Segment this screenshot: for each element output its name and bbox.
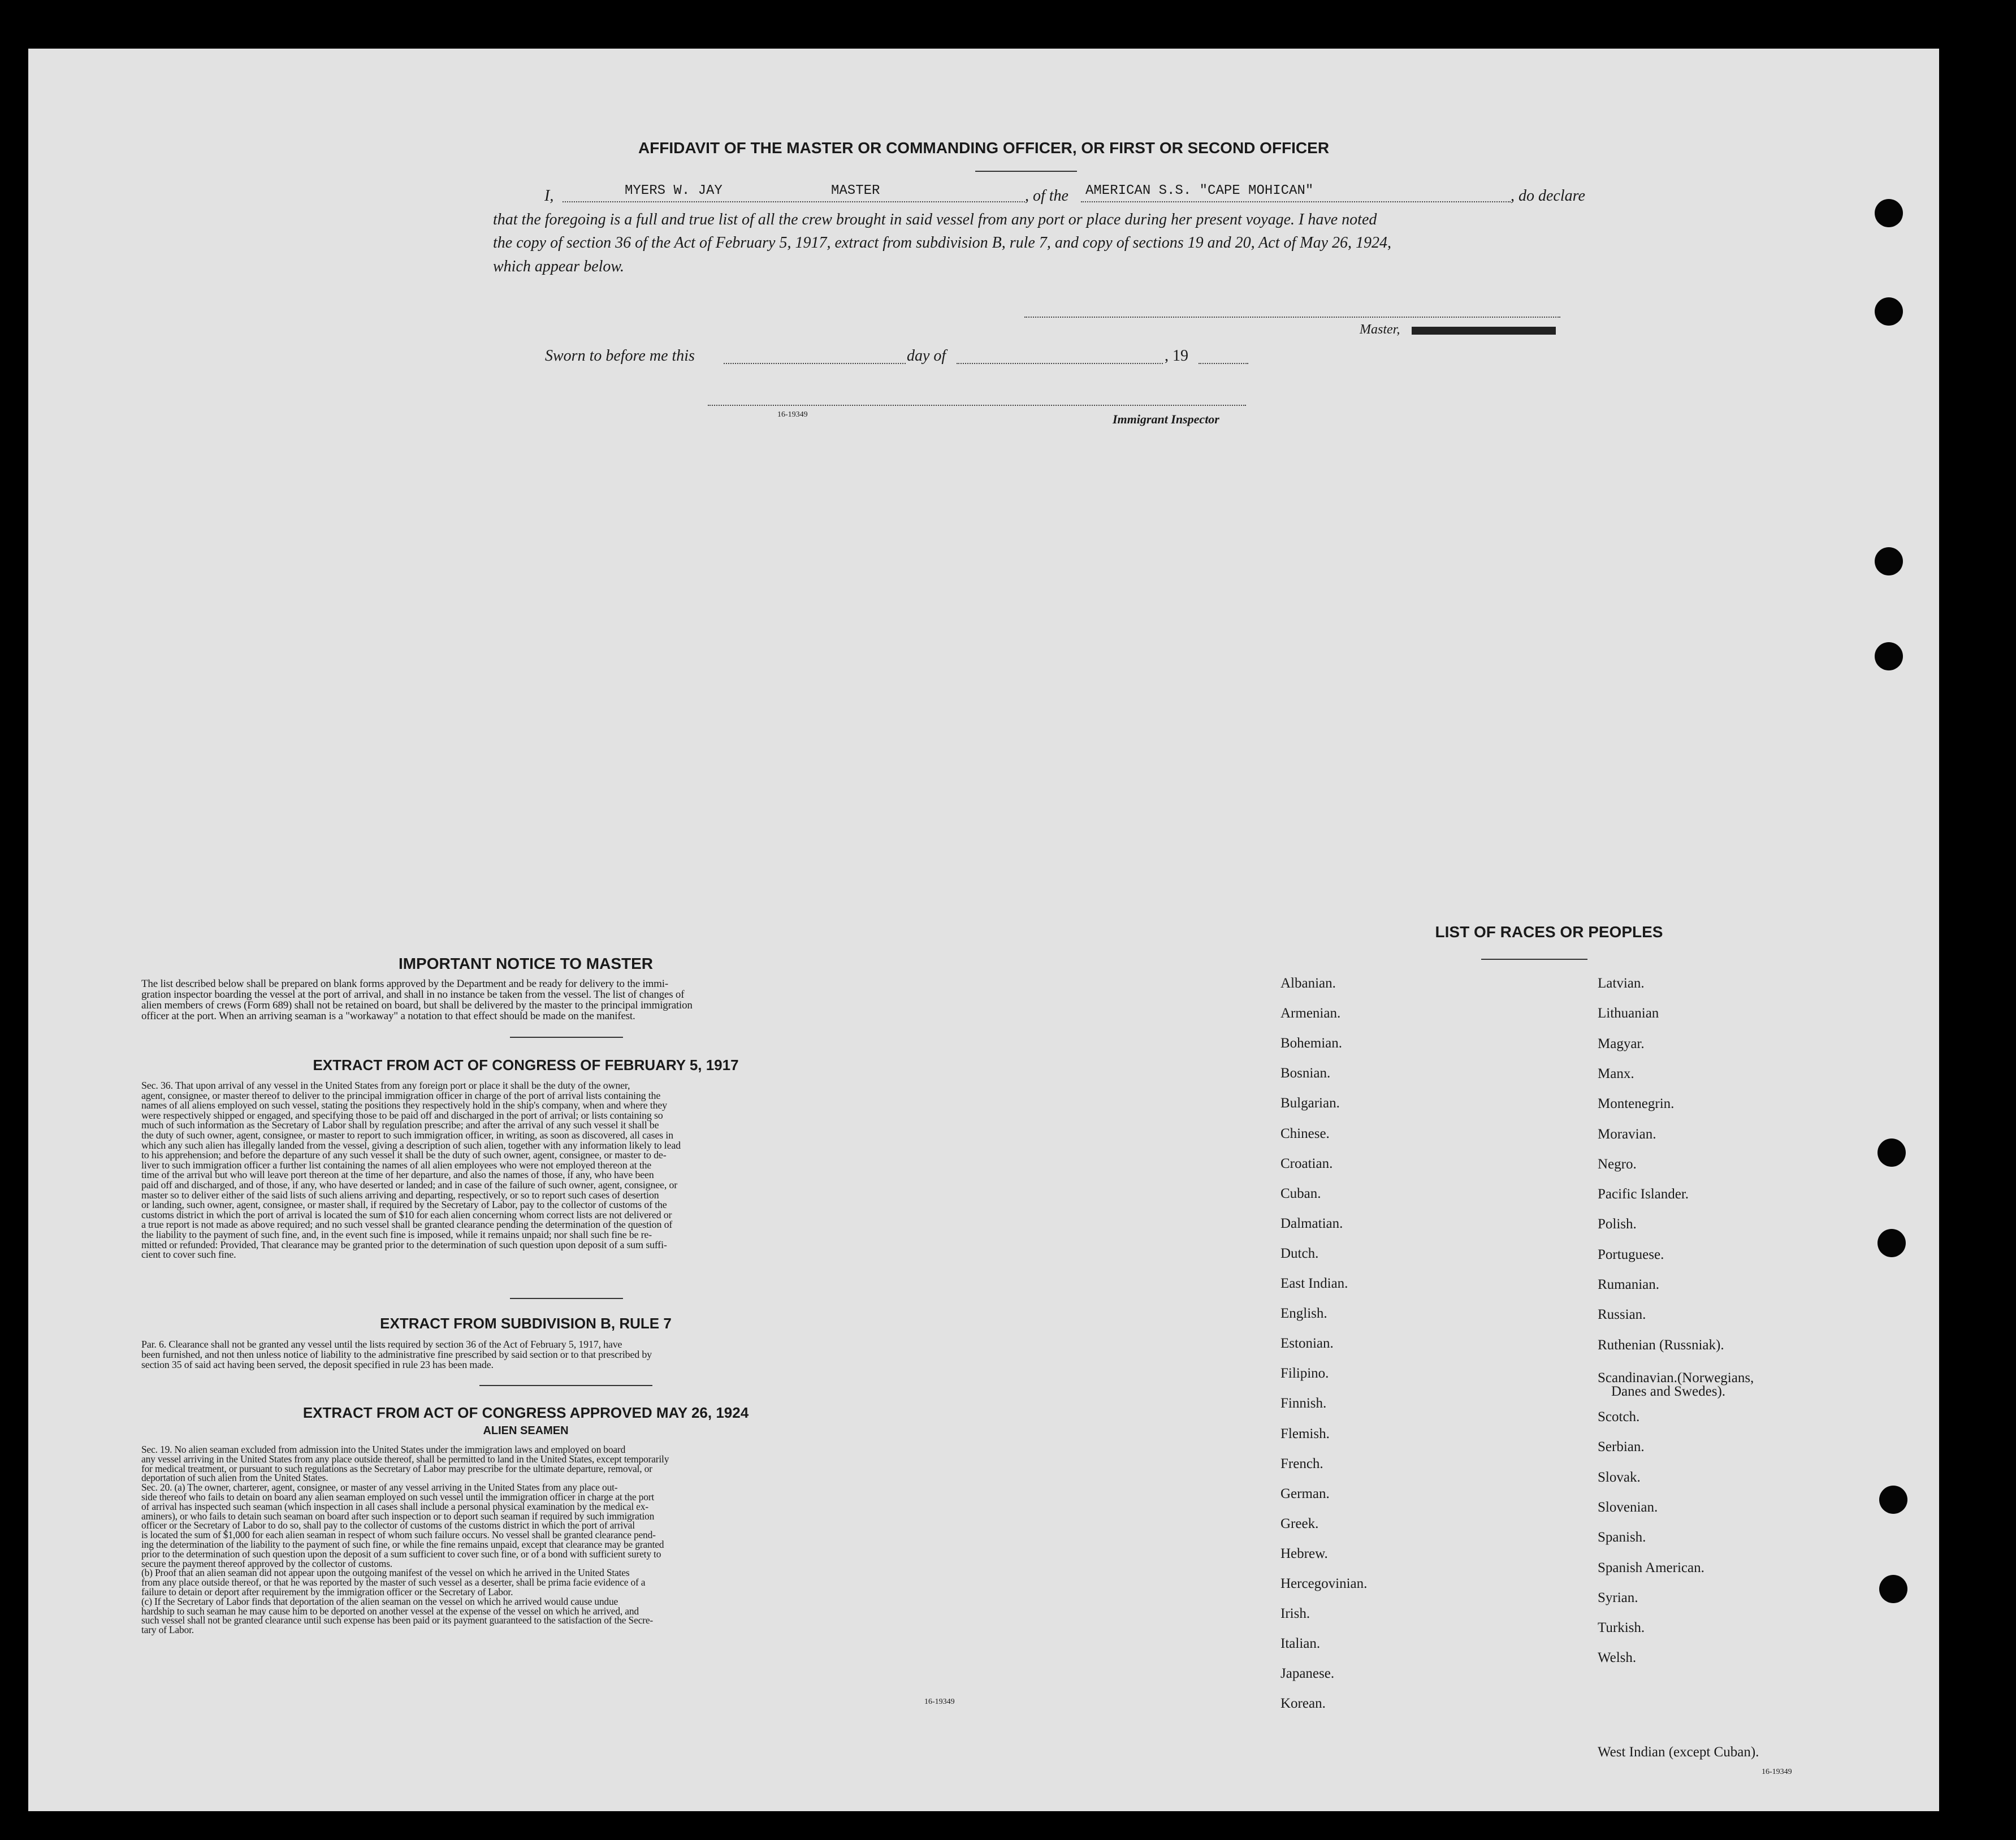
day-of-label: day of xyxy=(907,347,946,365)
form-number-top: 16-19349 xyxy=(777,410,808,419)
paragraph-line: side thereof who fails to detain on board any alien seaman employed on such vessel until the immigration officer in charge at the port xyxy=(141,1491,655,1503)
race-item: Moravian. xyxy=(1598,1126,1656,1142)
notice-line: alien members of crews (Form 689) shall not be retained on board, but shall be delivered by the master to the principal immigration xyxy=(141,999,693,1011)
form-number-bottom-left: 16-19349 xyxy=(924,1698,955,1706)
race-item: Scandinavian.(Norwegians, xyxy=(1598,1370,1754,1386)
race-item: Bosnian. xyxy=(1280,1066,1331,1081)
paragraph-line: mitted or refunded: Provided, That clearance may be granted prior to the determination of such question upon deposit of a sum suffi- xyxy=(141,1239,667,1250)
paragraph-line: much of such information as the Secretary of Labor shall by regulation prescribe; and after the arrival of any such vessel it shall be xyxy=(141,1119,659,1131)
race-item: Dalmatian. xyxy=(1280,1215,1343,1231)
extract-1917-title: EXTRACT FROM ACT OF CONGRESS OF FEBRUARY 5, 1917 xyxy=(313,1057,739,1073)
race-item: Welsh. xyxy=(1598,1650,1637,1666)
race-item: Montenegrin. xyxy=(1598,1096,1675,1112)
extract-1924-title: EXTRACT FROM ACT OF CONGRESS APPROVED MAY 26, 1924 xyxy=(302,1404,749,1421)
notice-line: The list described below shall be prepared on blank forms approved by the Department and be ready for delivery to the immi- xyxy=(141,978,668,990)
binder-hole xyxy=(1875,642,1903,670)
paragraph-line: for medical treatment, or pursuant to such regulations as the Secretary of Labor may prescribe for the ultimate departure, removal, or xyxy=(141,1462,652,1474)
affidavit-line-3: the copy of section 36 of the Act of February 5, 1917, extract from subdivision B, rule 7, and copy of sections 19 and 20, Act of May 26, 1924, xyxy=(493,234,1392,252)
race-item: West Indian (except Cuban). xyxy=(1598,1744,1759,1760)
race-item: Ruthenian (Russniak). xyxy=(1598,1337,1724,1353)
race-item: Finnish. xyxy=(1280,1396,1327,1412)
race-item: East Indian. xyxy=(1280,1276,1348,1291)
race-item: Italian. xyxy=(1280,1636,1321,1652)
notice-divider xyxy=(510,1037,623,1038)
binder-hole xyxy=(1875,199,1903,227)
extract-rule7-divider xyxy=(479,1385,652,1386)
of-the-label: , of the xyxy=(1025,187,1068,205)
master-rank: MASTER xyxy=(831,183,880,198)
race-item: Bulgarian. xyxy=(1280,1096,1340,1111)
binder-hole xyxy=(1877,1138,1906,1167)
race-item: Magyar. xyxy=(1598,1036,1645,1051)
paragraph-line: aminers), or who fails to detain such seaman on board after such inspection or to deport such seaman if required by such immigration xyxy=(141,1510,655,1522)
master-signature-line xyxy=(1024,317,1560,318)
master-name: MYERS W. JAY xyxy=(625,183,723,198)
paragraph-line: such vessel shall not be granted clearance until such expense has been paid or its payment guaranteed to the satisfaction of the Secre- xyxy=(141,1614,654,1626)
race-item: Manx. xyxy=(1598,1066,1634,1081)
race-item: Portuguese. xyxy=(1598,1246,1664,1262)
notice-line: officer at the port. When an arriving seaman is a "workaway" a notation to that effect should be made on the manifest. xyxy=(141,1010,635,1022)
race-item: Hercegovinian. xyxy=(1280,1576,1368,1591)
paragraph-line: failure to detain or deport after requirement by the immigration officer or the Secretary of Labor. xyxy=(141,1586,513,1597)
race-item: Croatian. xyxy=(1280,1155,1333,1171)
race-item: Dutch. xyxy=(1280,1245,1319,1261)
paragraph-line: secure the payment thereof approved by the collector of customs. xyxy=(141,1557,392,1569)
paragraph-line: Sec. 20. (a) The owner, charterer, agent, consignee, or master of any vessel arriving in the United States from any place out- xyxy=(141,1482,618,1493)
paragraph-line: a true report is not made as above required; and no such vessel shall be granted clearance pending the determination of the question of xyxy=(141,1219,673,1231)
extract-1917-divider xyxy=(510,1298,623,1299)
race-item: German. xyxy=(1280,1486,1330,1501)
year-blank xyxy=(1199,363,1248,364)
paragraph-line: any vessel arriving in the United States from any place outside thereof, shall be permitted to land in the United States, except temporarily xyxy=(141,1453,669,1465)
notice-title: IMPORTANT NOTICE TO MASTER xyxy=(398,955,654,972)
binder-hole xyxy=(1879,1575,1907,1603)
race-item: Korean. xyxy=(1280,1696,1326,1712)
paragraph-line: agent, consignee, or master thereof to deliver to the principal immigration officer in charge of the port of arrival lists containing the xyxy=(141,1089,661,1101)
race-item: Spanish. xyxy=(1598,1530,1646,1545)
vessel-name: AMERICAN S.S. "CAPE MOHICAN" xyxy=(1085,183,1314,198)
form-number-bottom-right: 16-19349 xyxy=(1762,1768,1792,1776)
paragraph-line: were respectively shipped or engaged, and specifying those to be paid off and discharged in the port of arrival; or lists containing so xyxy=(141,1109,663,1121)
affidavit-line-4: which appear below. xyxy=(493,258,625,275)
paragraph-line: officer or the Secretary of Labor to do so, shall pay to the collector of customs of the customs district in which the port of arrival xyxy=(141,1519,635,1531)
notice-line: gration inspector boarding the vessel at the port of arrival, and shall in no instance be taken from the vessel. The list of changes of xyxy=(141,989,685,1001)
races-divider xyxy=(1481,959,1587,960)
paragraph-line: master so to deliver either of the said lists of such aliens arriving and departing, respectively, or so to report such cases of desertion xyxy=(141,1189,659,1201)
title-divider xyxy=(975,171,1077,172)
paragraph-line: of arrival has inspected such seaman (which inspection in all cases shall include a personal physical examination by the medical ex- xyxy=(141,1500,648,1512)
race-item: Scotch. xyxy=(1598,1409,1640,1425)
do-declare-label: , do declare xyxy=(1511,187,1585,205)
paragraph-line: cient to cover such fine. xyxy=(141,1249,236,1261)
sworn-day-blank xyxy=(724,363,906,364)
i-label: I, xyxy=(544,187,554,205)
sworn-label: Sworn to before me this xyxy=(545,347,695,365)
race-item: Danes and Swedes). xyxy=(1611,1384,1726,1399)
paragraph-line: paid off and discharged, and of those, if any, who have deserted or landed; and in case of the failure of such owner, agent, consignee, or xyxy=(141,1179,678,1190)
paragraph-line: or landing, such owner, agent, consignee, or master shall, if required by the Secretary of Labor, pay to the collector of customs of the xyxy=(141,1199,667,1211)
name-blank xyxy=(563,201,1025,202)
race-item: Spanish American. xyxy=(1598,1560,1704,1575)
race-item: Lithuanian xyxy=(1598,1006,1659,1021)
race-item: Hebrew. xyxy=(1280,1545,1328,1561)
race-item: Estonian. xyxy=(1280,1336,1334,1352)
paragraph-line: Sec. 19. No alien seaman excluded from admission into the United States under the immigration laws and employed on board xyxy=(141,1444,626,1455)
race-item: Greek. xyxy=(1280,1516,1319,1531)
vessel-blank xyxy=(1081,201,1511,202)
paragraph-line: the liability to the payment of such fine, and, in the event such fine is imposed, while it remains unpaid; nor shall such fine be re- xyxy=(141,1229,652,1240)
race-item: Negro. xyxy=(1598,1156,1637,1172)
race-item: Serbian. xyxy=(1598,1439,1645,1455)
paragraph-line: the duty of such owner, agent, consignee, or master to report to such immigration officer, in writing, as soon as discovered, all cases in xyxy=(141,1129,673,1141)
paragraph-line: time of the arrival but who will leave port thereon at the time of her departure, and also the names of those, if any, who have been xyxy=(141,1169,654,1181)
race-item: Irish. xyxy=(1280,1606,1310,1622)
paragraph-line: hardship to such seaman he may cause him to be deported on another vessel at the expense of the vessel on which he arrived, and xyxy=(141,1605,639,1617)
paragraph-line: is located the sum of $1,000 for each alien seaman in respect of whom such failure occurs. No vessel shall be granted clearance pend- xyxy=(141,1529,656,1541)
extract-1924-subtitle: ALIEN SEAMEN xyxy=(483,1425,569,1437)
affidavit-line-2: that the foregoing is a full and true list of all the crew brought in said vessel from any port or place during her present voyage. I have noted xyxy=(493,211,1377,228)
paragraph-line: which any such alien has illegally landed from the vessel, giving a description of such alien, together with any information likely to lead xyxy=(141,1139,681,1151)
race-item: English. xyxy=(1280,1306,1327,1322)
binder-hole xyxy=(1879,1486,1907,1514)
race-item: Slovenian. xyxy=(1598,1499,1658,1515)
race-item: Latvian. xyxy=(1598,976,1645,991)
race-item: Armenian. xyxy=(1280,1006,1341,1021)
inspector-signature-line xyxy=(708,405,1246,406)
extract-rule7-title: EXTRACT FROM SUBDIVISION B, RULE 7 xyxy=(380,1315,672,1332)
binder-hole xyxy=(1877,1229,1906,1257)
race-item: Pacific Islander. xyxy=(1598,1187,1689,1202)
paragraph-line: names of all aliens employed on such vessel, stating the positions they respectively hold in the ship's company, when and where they xyxy=(141,1099,667,1111)
paragraph-line: (c) If the Secretary of Labor finds that deportation of the alien seaman on the vessel on which he arrived would cause undue xyxy=(141,1595,618,1607)
race-item: Slovak. xyxy=(1598,1469,1641,1485)
paragraph-line: from any place outside thereof, or that he was reported by the master of such vessel as a deserter, shall be prima facie evidence of a xyxy=(141,1577,646,1588)
master-signature-label: Master, xyxy=(1360,322,1400,337)
sworn-month-blank xyxy=(957,363,1163,364)
race-item: Cuban. xyxy=(1280,1185,1321,1201)
race-item: Albanian. xyxy=(1280,976,1336,991)
race-item: French. xyxy=(1280,1456,1323,1471)
paragraph-line: Par. 6. Clearance shall not be granted any vessel until the lists required by section 36 of the Act of February 5, 1917, have xyxy=(141,1339,622,1350)
paragraph-line: customs district in which the port of arrival is located the sum of $10 for each alien concerning whom correct lists are not delivered or xyxy=(141,1209,672,1220)
paragraph-line: Sec. 36. That upon arrival of any vessel in the United States from any foreign port or place it shall be the duty of the owner, xyxy=(141,1080,630,1091)
binder-hole xyxy=(1875,297,1903,326)
year-prefix: , 19 xyxy=(1165,347,1188,365)
paragraph-line: ing the determination of the liability to the payment of such fine, or while the fine remains unpaid, except that clearance may be granted xyxy=(141,1539,664,1550)
race-item: Polish. xyxy=(1598,1216,1637,1232)
race-item: Syrian. xyxy=(1598,1590,1638,1605)
race-item: Filipino. xyxy=(1280,1366,1329,1382)
paragraph-line: prior to the determination of such question upon the deposit of a sum sufficient to cover such fine, or of a bond with sufficient surety to xyxy=(141,1548,661,1560)
document-page xyxy=(28,49,1939,1811)
race-item: Flemish. xyxy=(1280,1426,1330,1441)
race-item: Bohemian. xyxy=(1280,1036,1343,1051)
affidavit-title: AFFIDAVIT OF THE MASTER OR COMMANDING OFFICER, OR FIRST OR SECOND OFFICER xyxy=(638,139,1330,157)
paragraph-line: tary of Labor. xyxy=(141,1624,194,1636)
race-item: Rumanian. xyxy=(1598,1277,1660,1292)
paragraph-line: to his apprehension; and before the departure of any such vessel it shall be the duty of such owner, agent, consignee, or master to de- xyxy=(141,1149,667,1161)
paragraph-line: been furnished, and not then unless notice of liability to the administrative fine prescribed by said section or to that prescribed by xyxy=(141,1349,652,1360)
paragraph-line: deportation of such alien from the United States. xyxy=(141,1472,328,1484)
inspector-label: Immigrant Inspector xyxy=(1113,412,1219,426)
races-title: LIST OF RACES OR PEOPLES xyxy=(1435,923,1663,941)
paragraph-line: section 35 of said act having been served, the deposit specified in rule 23 has been made. xyxy=(141,1359,494,1370)
race-item: Turkish. xyxy=(1598,1620,1645,1636)
binder-hole xyxy=(1875,547,1903,575)
race-item: Chinese. xyxy=(1280,1125,1330,1141)
race-item: Japanese. xyxy=(1280,1666,1335,1682)
race-item: Russian. xyxy=(1598,1307,1646,1323)
struck-out-text xyxy=(1412,327,1556,335)
paragraph-line: (b) Proof that an alien seaman did not appear upon the outgoing manifest of the vessel on which he arrived in the United States xyxy=(141,1567,630,1579)
paragraph-line: liver to such immigration officer a further list containing the names of all alien employees who were not employed thereon at the xyxy=(141,1159,652,1171)
